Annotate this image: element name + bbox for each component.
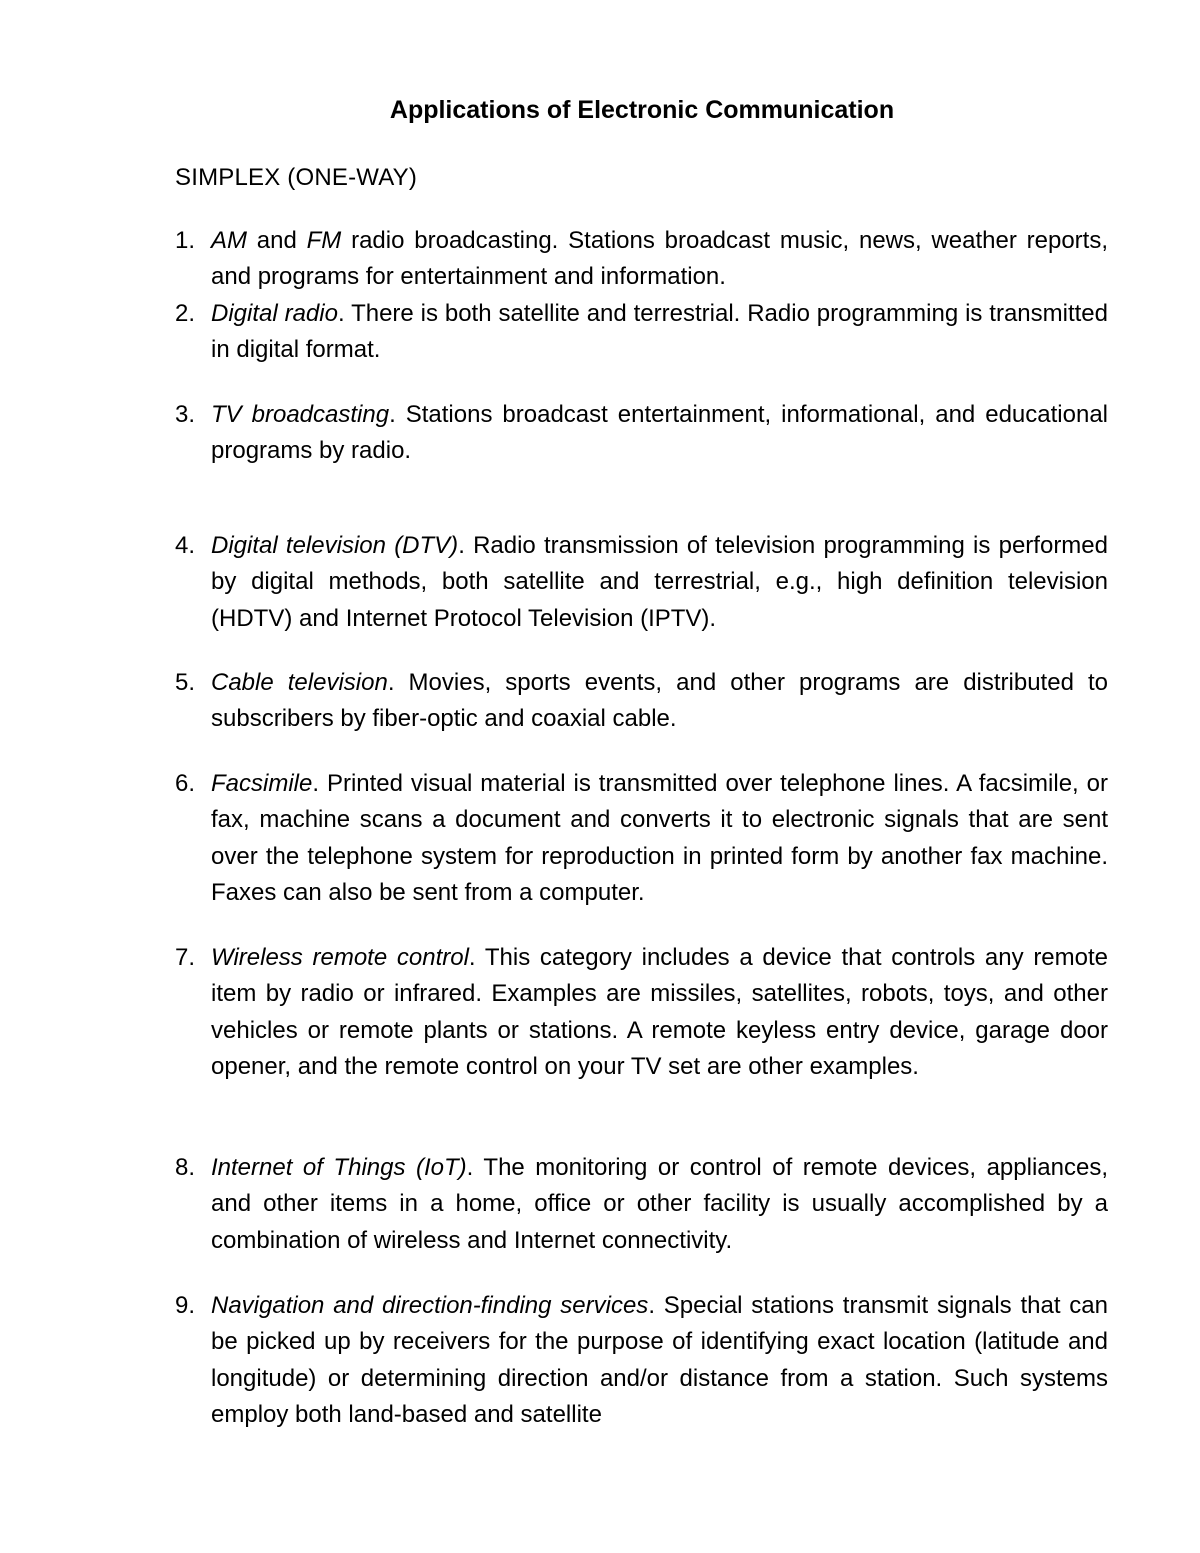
list-item	[175, 665, 1108, 738]
list-item-text: . Special stations transmit signals that can be picked up by receivers for the purpose of identifying exact location (latitude and longitude) or determining direction and/or distance from a station. Such systems employ both land-based and satellite	[211, 1292, 1108, 1428]
list-item-term: FM	[306, 227, 342, 254]
list-item-text: . Printed visual material is transmitted over telephone lines. A facsimile, or fax, machine scans a document and converts it to electronic signals that are sent over the telephone system for reproduction in printed form by another fax machine. Faxes can also be sent from a computer.	[211, 770, 1108, 906]
document-title: Applications of Electronic Communication	[389, 96, 895, 124]
list-item-body	[211, 397, 1108, 470]
list-item-number: 4.	[175, 532, 196, 559]
list-item-body	[211, 940, 1108, 1085]
list-item-term: AM	[211, 227, 247, 254]
list-item-text: . Stations broadcast entertainment, informational, and educational programs by radio.	[211, 401, 1109, 465]
list-item-number: 8.	[175, 1154, 196, 1181]
list-item-number: 3.	[175, 401, 196, 428]
list-item-body	[211, 766, 1108, 911]
list-item-text: . There is both satellite and terrestrial. Radio programming is transmitted in digital format.	[211, 300, 1108, 364]
list-item	[175, 397, 1108, 470]
list-item	[175, 528, 1108, 637]
list-item-text: . This category includes a device that controls any remote item by radio or infrared. Examples are missiles, satellites, robots, toys, and other vehicles or remote plants or stations. A remote keyless entry device, garage door opener, and the remote control on your TV set are other examples.	[211, 944, 1109, 1080]
list-item-text: . The monitoring or control of remote devices, appliances, and other items in a home, office or other facility is usually accomplished by a combination of wireless and Internet connectivity.	[211, 1154, 1108, 1254]
list-item-body	[211, 223, 1108, 296]
list-item	[175, 1150, 1108, 1259]
list-item-term: Wireless remote control	[211, 944, 469, 971]
list-item	[175, 1288, 1108, 1433]
list-item	[175, 766, 1108, 911]
list-item-number: 5.	[175, 669, 196, 696]
list-item-term: Internet of Things (IoT)	[211, 1154, 467, 1181]
list-item-text: . Movies, sports events, and other programs are distributed to subscribers by fiber-optic and coaxial cable.	[211, 669, 1108, 733]
list-item-text: . Radio transmission of television programming is performed by digital methods, both satellite and terrestrial, e.g., high definition television (HDTV) and Internet Protocol Television (IPTV).	[211, 532, 1108, 632]
list-item-term: Cable television	[211, 669, 388, 696]
list-item-body	[211, 1150, 1108, 1259]
list-item-term: Digital television (DTV)	[211, 532, 459, 559]
list-item-number: 9.	[175, 1292, 196, 1319]
list-item-number: 7.	[175, 944, 196, 971]
list-item-number: 2.	[175, 300, 196, 327]
list-item-body	[211, 665, 1108, 738]
list-item	[175, 223, 1108, 296]
list-item-body	[211, 1288, 1108, 1433]
list-item-body	[211, 296, 1108, 369]
list-item-number: 1.	[175, 227, 196, 254]
list-item	[175, 940, 1108, 1085]
list-item-term: Navigation and direction-finding services	[211, 1292, 649, 1319]
list-item-joiner: and	[247, 227, 307, 254]
list-item-term: Facsimile	[211, 770, 313, 797]
section-heading: SIMPLEX (ONE-WAY)	[175, 164, 418, 191]
list-item-term: TV broadcasting	[211, 401, 390, 428]
list-item-text: radio broadcasting. Stations broadcast music, news, weather reports, and programs for entertainment and information.	[211, 227, 1108, 291]
list-item	[175, 296, 1108, 369]
list-item-number: 6.	[175, 770, 196, 797]
list-item-term: Digital radio	[211, 300, 338, 327]
list-item-body	[211, 528, 1108, 637]
